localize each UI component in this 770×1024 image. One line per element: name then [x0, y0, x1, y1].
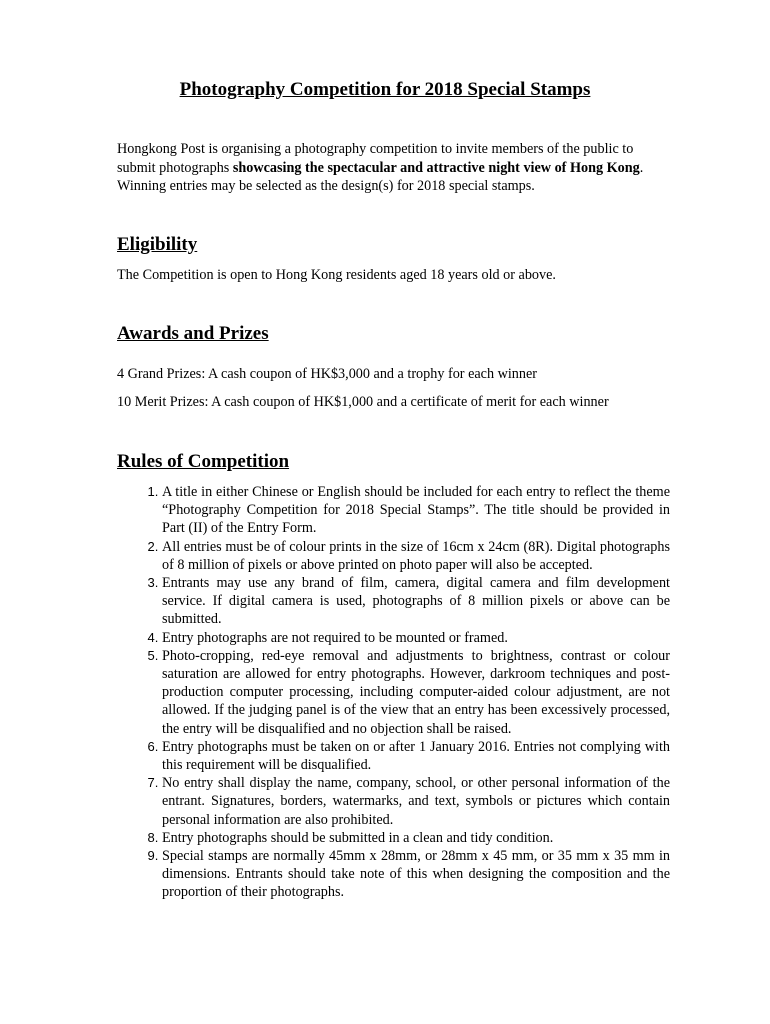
intro-text-start: Hongkong Post is organising a photography competition to invite members of the public to submit photographs: [117, 141, 634, 176]
grand-prize-text: 4 Grand Prizes: A cash coupon of HK$3,000 and a trophy for each winner: [117, 366, 537, 382]
rule-item: 7. No entry shall display the name, company, school, or other personal information of the entrant. Signatures, borders, watermarks, and text, symbols or pictures which contain personal information are also prohibited.: [162, 774, 670, 829]
intro-paragraph: [117, 140, 670, 196]
rule-item: 6. Entry photographs must be taken on or after 1 January 2016. Entries not complying with this requirement will be disqualified.: [162, 738, 670, 774]
rule-item: 1. A title in either Chinese or English should be included for each entry to reflect the theme “Photography Competition for 2018 Special Stamps”. The title should be provided in Part (II) of the Entry Form.: [162, 483, 670, 538]
rule-item: 5. Photo-cropping, red-eye removal and adjustments to brightness, contrast or colour saturation are allowed for entry photographs. However, darkroom techniques and post-production computer processing, including computer-aided colour adjustment, are not allowed. If the judging panel is of the view that an entry has been excessively processed, the entry will be disqualified and no objection shall be raised.: [162, 647, 670, 738]
eligibility-heading: Eligibility: [117, 234, 198, 255]
rule-item: 8. Entry photographs should be submitted in a clean and tidy condition.: [162, 829, 670, 847]
intro-text-end: . Winning entries may be selected as the design(s) for 2018 special stamps.: [117, 159, 644, 194]
document-title: Photography Competition for 2018 Special Stamps: [179, 79, 591, 100]
intro-text-bold: showcasing the spectacular and attractive night view of Hong Kong: [232, 159, 640, 176]
rule-item: 4. Entry photographs are not required to be mounted or framed.: [162, 629, 670, 647]
awards-heading: Awards and Prizes: [117, 323, 269, 344]
rule-item: 3. Entrants may use any brand of film, camera, digital camera and film development service. If digital camera is used, photographs of 8 million pixels or above can be submitted.: [162, 574, 670, 629]
rule-item: 9. Special stamps are normally 45mm x 28mm, or 28mm x 45 mm, or 35 mm x 35 mm in dimensions. Entrants should take note of this when designing the composition and the proportion of their photographs.: [162, 847, 670, 902]
merit-prize-text: 10 Merit Prizes: A cash coupon of HK$1,000 and a certificate of merit for each winner: [117, 394, 609, 410]
eligibility-text: The Competition is open to Hong Kong residents aged 18 years old or above.: [117, 267, 556, 283]
rule-item: 2. All entries must be of colour prints in the size of 16cm x 24cm (8R). Digital photographs of 8 million of pixels or above printed on photo paper will also be accepted.: [162, 538, 670, 574]
rules-heading: Rules of Competition: [117, 451, 290, 472]
rules-list: [117, 483, 670, 902]
